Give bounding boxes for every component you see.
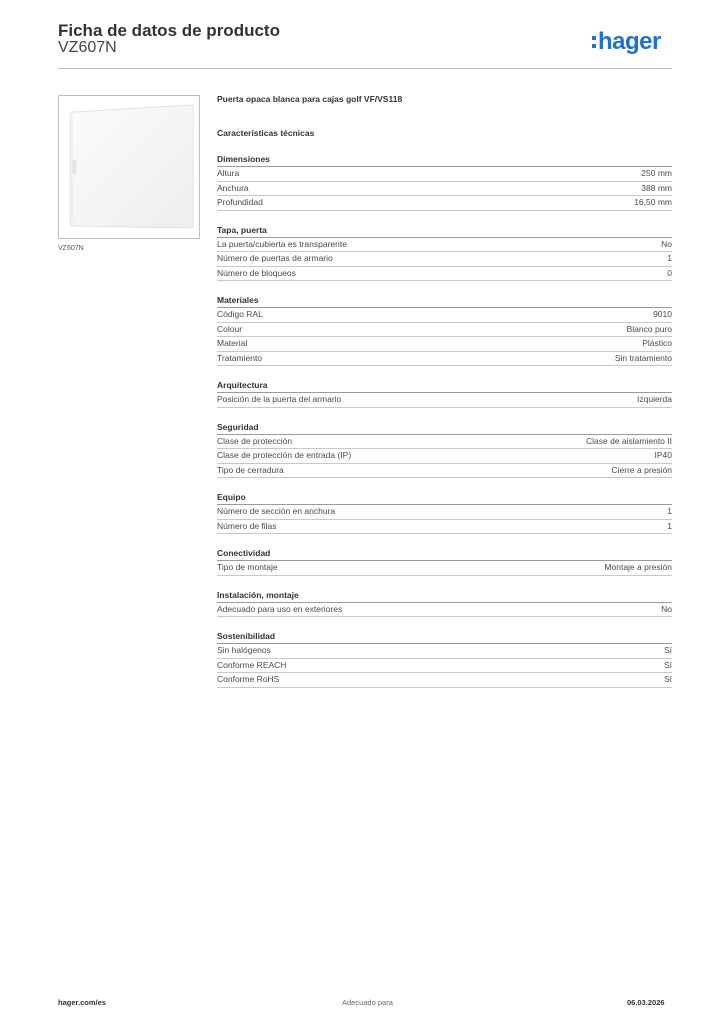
spec-section (217, 491, 672, 534)
section-title: Sostenibilidad (217, 630, 672, 644)
spec-section (217, 589, 672, 618)
spec-label: Adecuado para uso en exteriores (217, 603, 343, 614)
spec-content (217, 94, 672, 688)
spec-row (217, 308, 672, 323)
spec-section (217, 630, 672, 688)
spec-label: Posición de la puerta del armario (217, 394, 342, 404)
spec-value: No (661, 238, 672, 249)
spec-label: Número de bloqueos (217, 267, 296, 278)
section-title: Arquitectura (217, 379, 672, 393)
spec-value: Clase de aislamiento II (586, 435, 672, 446)
spec-value: 250 mm (641, 168, 672, 178)
spec-value: 0 (667, 267, 672, 278)
spec-value: Sin tratamiento (614, 352, 672, 363)
spec-value: Sí (663, 645, 672, 655)
spec-row (217, 659, 672, 674)
spec-label: Clase de protección de entrada (IP) (217, 450, 352, 460)
section-title: Seguridad (217, 421, 672, 435)
spec-section (217, 547, 672, 576)
spec-value: 388 mm (641, 182, 672, 193)
section-title: Instalación, montaje (217, 589, 672, 603)
door-panel-icon (64, 102, 194, 232)
spec-row (217, 352, 672, 367)
spec-value: IP40 (654, 450, 672, 460)
spec-label: Tipo de montaje (217, 562, 278, 572)
section-title: Equipo (217, 491, 672, 505)
footer-date: 06.03.2026 (627, 998, 665, 1007)
spec-row (217, 505, 672, 520)
spec-row (217, 182, 672, 197)
page-title: Ficha de datos de producto (58, 21, 280, 40)
spec-row (217, 337, 672, 352)
spec-value: 1 (667, 506, 672, 516)
spec-value: 16,50 mm (634, 197, 672, 207)
spec-row (217, 603, 672, 618)
logo-text: hager (598, 28, 661, 55)
section-title: Tapa, puerta (217, 224, 672, 238)
spec-value: Izquierda (637, 394, 672, 404)
spec-value: No (661, 603, 672, 614)
spec-label: Tratamiento (217, 352, 263, 363)
spec-row (217, 196, 672, 211)
spec-row (217, 238, 672, 253)
section-title: Materiales (217, 294, 672, 308)
spec-section (217, 379, 672, 408)
product-code: VZ607N (58, 39, 117, 56)
spec-label: Número de sección en anchura (217, 506, 336, 516)
image-caption: VZ607N (58, 245, 84, 252)
spec-label: Anchura (217, 182, 249, 193)
header-divider (58, 68, 672, 69)
spec-row (217, 167, 672, 182)
spec-label: Número de filas (217, 520, 277, 531)
spec-value: Blanco puro (626, 323, 672, 334)
spec-label: Clase de protección (217, 435, 293, 446)
spec-label: Material (217, 338, 248, 348)
spec-label: Conforme REACH (217, 659, 287, 670)
hager-logo (592, 28, 661, 56)
spec-section (217, 421, 672, 479)
spec-label: Profundidad (217, 197, 263, 207)
spec-value: Sí (663, 659, 672, 670)
spec-section (217, 294, 672, 366)
spec-section (217, 224, 672, 282)
spec-value: Sí (663, 674, 672, 684)
spec-value: Montaje a presión (604, 562, 672, 572)
spec-row (217, 435, 672, 450)
spec-value: 9010 (653, 309, 672, 319)
spec-row (217, 520, 672, 535)
spec-row (217, 464, 672, 479)
spec-label: Conforme RoHS (217, 674, 280, 684)
section-title: Dimensiones (217, 153, 672, 167)
spec-sections (217, 153, 672, 688)
spec-label: Número de puertas de armario (217, 253, 333, 263)
spec-value: Cierre a presión (611, 464, 672, 475)
tech-title: Características técnicas (217, 128, 315, 138)
product-name: Puerta opaca blanca para cajas golf VF/VS118 (217, 94, 403, 104)
logo-dots-icon (592, 34, 596, 50)
spec-value: 1 (667, 520, 672, 531)
spec-row (217, 561, 672, 576)
spec-label: Colour (217, 323, 243, 334)
spec-row (217, 449, 672, 464)
spec-section (217, 153, 672, 211)
spec-value: 1 (667, 253, 672, 263)
spec-row (217, 644, 672, 659)
spec-row (217, 673, 672, 688)
spec-row (217, 267, 672, 282)
footer-center-text: Adecuado para (342, 998, 393, 1007)
section-title: Conectividad (217, 547, 672, 561)
spec-row (217, 252, 672, 267)
spec-label: La puerta/cubierta es transparente (217, 238, 347, 249)
spec-label: Código RAL (217, 309, 263, 319)
spec-label: Altura (217, 168, 240, 178)
product-image (58, 95, 200, 239)
footer-website: hager.com/es (58, 998, 106, 1007)
spec-label: Sin halógenos (217, 645, 271, 655)
spec-row (217, 323, 672, 338)
spec-value: Plástico (642, 338, 672, 348)
spec-row (217, 393, 672, 408)
spec-label: Tipo de cerradura (217, 464, 284, 475)
